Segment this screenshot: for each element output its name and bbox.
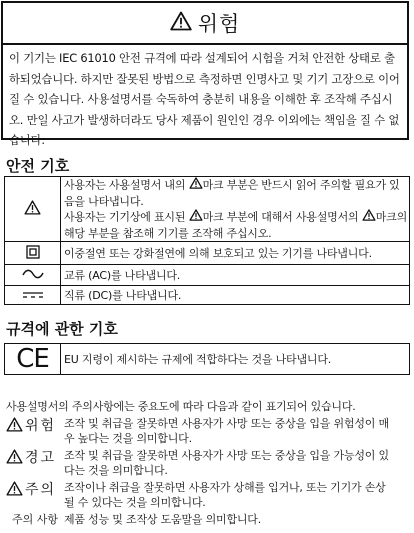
description-text: 마크 부분은 반드시 읽어 주의할 필요가 있음을 나타냅니다. [64, 178, 400, 208]
symbol-cell [5, 265, 61, 286]
symbol-cell [5, 242, 61, 265]
level-label-cell [6, 449, 64, 481]
table-row [6, 449, 392, 481]
symbol-cell [5, 344, 61, 375]
table-row [5, 265, 410, 286]
warning-triangle-icon [189, 209, 203, 226]
table-row [5, 344, 410, 375]
level-description: 제품 성능 및 조작상 도움말을 의미합니다. [64, 513, 262, 526]
table-row [6, 417, 392, 449]
warning-triangle-icon [6, 417, 23, 436]
description-cell: EU 지령이 제시하는 규제에 적합하다는 것을 나타냅니다. [61, 344, 410, 375]
level-label-cell [6, 481, 64, 513]
regulation-symbols-heading: 규격에 관한 기호 [6, 320, 118, 338]
warning-triangle-icon [189, 177, 203, 194]
description-text: 마크의 해당 부분을 참조해 기기를 조작해 주십시오. [64, 210, 408, 240]
notice-levels-table [6, 417, 392, 531]
warning-triangle-icon [24, 200, 41, 218]
safety-symbols-table [4, 176, 410, 305]
danger-warning-title: 위험 [197, 12, 241, 36]
warning-triangle-icon [6, 449, 23, 468]
table-row [5, 286, 410, 305]
regulation-symbols-table [4, 343, 410, 375]
table-row [5, 177, 410, 242]
ac-wave-icon [22, 269, 44, 282]
level-label-cell [6, 417, 64, 449]
level-label-cell [6, 513, 64, 531]
description-text: 사용자는 기기상에 표시된 [64, 210, 189, 224]
level-description: 조작이나 취급을 잘못하면 사용자가 상해를 입거나, 또는 기기가 손상될 수 있다는 것을 의미합니다. [64, 481, 386, 509]
level-label: 경고 [25, 450, 57, 466]
description-cell: 직류 (DC)를 나타냅니다. [61, 286, 410, 305]
level-label: 위험 [25, 418, 57, 434]
description-text: 마크 부분에 대해서 사용설명서의 [202, 210, 362, 224]
symbol-cell [5, 286, 61, 305]
double-insulation-icon [26, 245, 40, 262]
danger-warning-box [1, 1, 409, 147]
level-label: 주의 사항 [12, 513, 59, 526]
level-description: 조작 및 취급을 잘못하면 사용자가 사망 또는 중상을 입을 위험성이 매우 높다는 것을 의미합니다. [64, 417, 389, 445]
divider [3, 43, 407, 45]
level-label: 주의 [25, 482, 57, 498]
level-description: 조작 및 취급을 잘못하면 사용자가 사망 또는 중상을 입을 가능성이 있다는 것을 의미합니다. [64, 449, 389, 477]
description-text: 사용자는 사용설명서 내의 [64, 178, 189, 192]
danger-warning-text: 이 기기는 IEC 61010 안전 규격에 따라 설계되어 시험을 거쳐 안전한 상태로 출하되었습니다. 하지만 잘못된 방법으로 측정하면 인명사고 및 기기 고장으로 이어질 수 있습니다. 사용설명서를 숙독하여 충분히 내용을 이해한 후 조작해 주십시오. 만일 사고가 발생하더라도 당사 제품이 원인인 경우 이외에는 책임을 질 수 없습니다. [9, 51, 400, 147]
description-cell: 이중절연 또는 강화절연에 의해 보호되고 있는 기기를 나타냅니다. [61, 242, 410, 265]
notice-intro: 사용설명서의 주의사항에는 중요도에 따라 다음과 같이 표기되어 있습니다. [6, 400, 356, 413]
description-cell [61, 177, 410, 242]
symbol-cell [5, 177, 61, 242]
safety-symbols-heading: 안전 기호 [6, 157, 70, 175]
warning-triangle-icon [362, 209, 376, 226]
table-row [6, 481, 392, 513]
warning-triangle-icon [170, 11, 192, 35]
danger-warning-header [3, 3, 407, 43]
ce-mark-icon: CE [16, 344, 49, 374]
dc-icon [22, 289, 44, 302]
description-cell: 교류 (AC)를 나타냅니다. [61, 265, 410, 286]
warning-triangle-icon [6, 481, 23, 500]
table-row [5, 242, 410, 265]
table-row [6, 513, 392, 531]
